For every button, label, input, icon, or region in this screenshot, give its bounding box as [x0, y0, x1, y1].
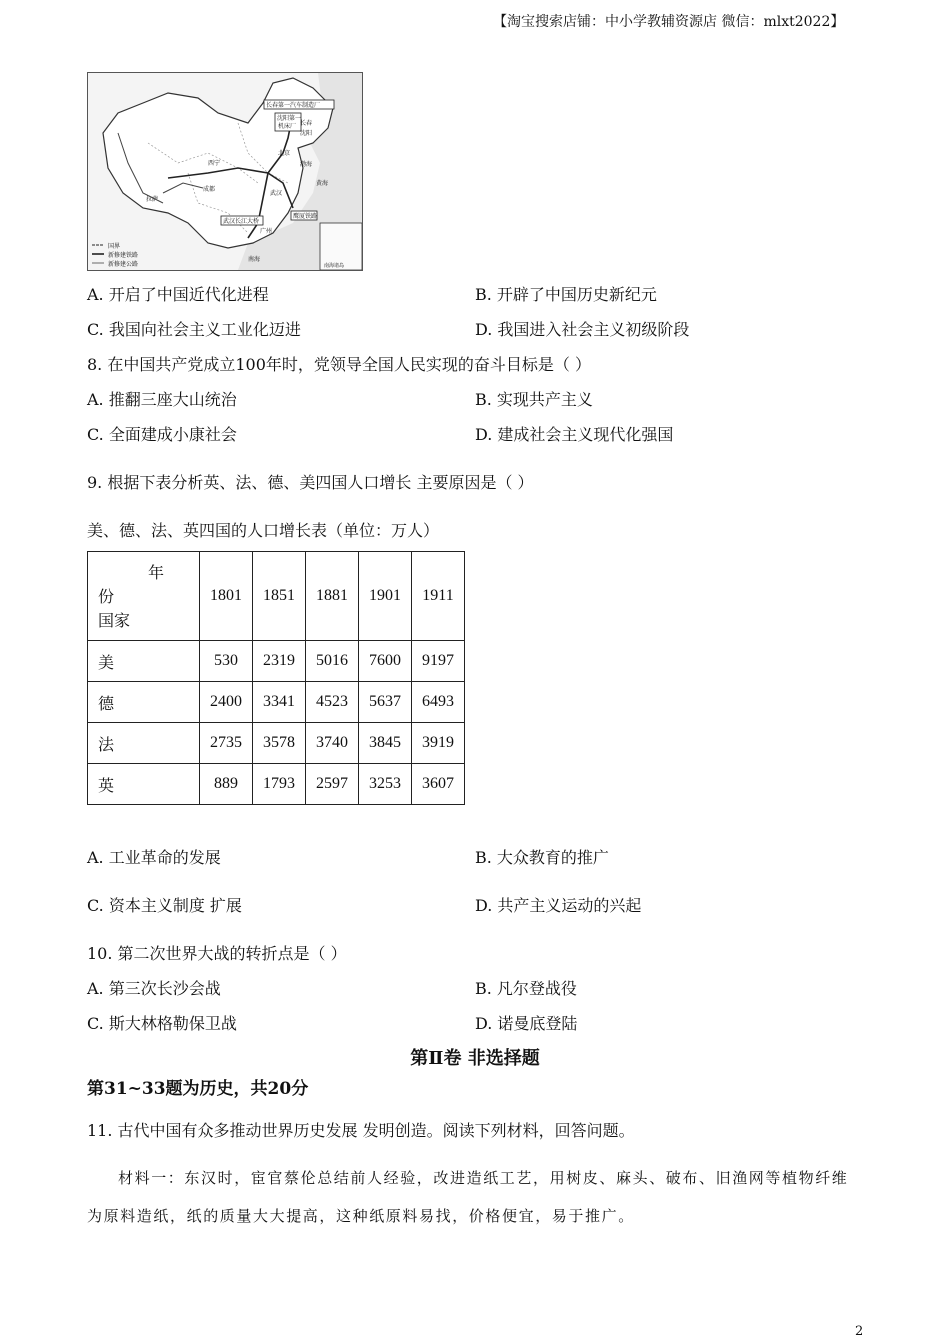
q8-option-d: D. 建成社会主义现代化强国: [475, 425, 674, 444]
value-cell: 3253: [359, 764, 412, 805]
table-header-row: [88, 552, 465, 641]
map-label-railway: 鹰厦铁路: [293, 213, 318, 220]
map-label-bohai: 渤海: [300, 161, 313, 168]
q7-option-d: D. 我国进入社会主义初级阶段: [475, 320, 690, 339]
value-cell: 4523: [306, 682, 359, 723]
map-label-factory2b: 机床厂: [278, 123, 297, 130]
value-cell: 3607: [412, 764, 465, 805]
corner-year: 年: [148, 565, 165, 582]
q8-option-a: A. 推翻三座大山统治: [87, 390, 237, 409]
table-row: [88, 723, 465, 764]
q7-option-b: B. 开辟了中国历史新纪元: [475, 285, 657, 304]
map-label-factory1: 长春第一汽车制造厂: [266, 102, 321, 109]
q10-stem: 10. 第二次世界大战的转折点是（ ）: [87, 944, 347, 963]
q8-stem: 8. 在中国共产党成立100年时，党领导全国人民实现的奋斗目标是（ ）: [87, 355, 591, 374]
legend-border: 国界: [108, 243, 121, 250]
q10-option-a: A. 第三次长沙会战: [87, 979, 221, 998]
q9-option-c: C. 资本主义制度 扩展: [87, 896, 242, 915]
q11-material-line2: 为原料造纸，纸的质量大大提高，这种纸原料易找，价格便宜，易于推广。: [87, 1207, 635, 1225]
legend-railway: 新修建铁路: [108, 252, 139, 259]
map-label-wuhan: 武汉: [270, 190, 283, 197]
page-header: 【淘宝搜索店铺：中小学教辅资源店 微信：mlxt2022】: [493, 14, 845, 30]
value-cell: 2400: [200, 682, 253, 723]
q10-option-c: C. 斯大林格勒保卫战: [87, 1014, 237, 1033]
value-cell: 5637: [359, 682, 412, 723]
value-cell: 530: [200, 641, 253, 682]
legend-road: 新修建公路: [108, 261, 139, 268]
section-subtitle: 第31~33题为历史，共20分: [87, 1079, 309, 1099]
table-row: [88, 764, 465, 805]
q11-stem: 11. 古代中国有众多推动世界历史发展 发明创造。阅读下列材料，回答问题。: [87, 1121, 635, 1140]
value-cell: 3740: [306, 723, 359, 764]
map-label-changchun: 长春: [300, 120, 313, 127]
map-label-guangzhou: 广州: [260, 228, 273, 235]
q8-option-b: B. 实现共产主义: [475, 390, 593, 409]
value-cell: 7600: [359, 641, 412, 682]
q7-option-c: C. 我国向社会主义工业化迈进: [87, 320, 301, 339]
map-label-bridge: 武汉长江大桥: [223, 218, 260, 225]
table-row: [88, 641, 465, 682]
value-cell: 2735: [200, 723, 253, 764]
value-cell: 3919: [412, 723, 465, 764]
china-map-figure: [87, 72, 363, 271]
value-cell: 3578: [253, 723, 306, 764]
corner-fen: 份: [98, 589, 115, 606]
map-label-beijing: 北京: [278, 150, 291, 157]
map-label-south-sea: 南海: [248, 256, 261, 263]
map-label-xining: 西宁: [208, 160, 221, 167]
map-label-lhasa: 拉萨: [146, 196, 159, 203]
corner-country: 国家: [98, 613, 131, 630]
q9-option-a: A. 工业革命的发展: [87, 848, 221, 867]
china-map-svg: [88, 73, 362, 270]
q10-option-d: D. 诺曼底登陆: [475, 1014, 578, 1033]
country-cell: 美: [88, 641, 200, 682]
q7-option-a: A. 开启了中国近代化进程: [87, 285, 269, 304]
map-inset-label: 南海诸岛: [324, 263, 345, 269]
table-row: [88, 682, 465, 723]
year-header: 1901: [359, 552, 412, 641]
q9-option-b: B. 大众教育的推广: [475, 848, 609, 867]
map-label-chengdu: 成都: [203, 186, 216, 193]
value-cell: 3341: [253, 682, 306, 723]
q11-material-line1: 材料一：东汉时，宦官蔡伦总结前人经验，改进造纸工艺，用树皮、麻头、破布、旧渔网等植物纤维: [118, 1169, 849, 1187]
map-label-factory2a: 沈阳第一: [277, 115, 302, 122]
country-cell: 德: [88, 682, 200, 723]
year-header: 1851: [253, 552, 306, 641]
value-cell: 5016: [306, 641, 359, 682]
q8-option-c: C. 全面建成小康社会: [87, 425, 237, 444]
value-cell: 3845: [359, 723, 412, 764]
year-header: 1911: [412, 552, 465, 641]
q9-stem: 9. 根据下表分析英、法、德、美四国人口增长 主要原因是（ ）: [87, 473, 534, 492]
page-number: 2: [855, 1324, 864, 1339]
q9-option-d: D. 共产主义运动的兴起: [475, 896, 642, 915]
country-cell: 法: [88, 723, 200, 764]
value-cell: 889: [200, 764, 253, 805]
map-label-yellow-sea: 黄海: [316, 180, 329, 187]
section-title: 第Ⅱ卷 非选择题: [410, 1048, 540, 1069]
table-corner-cell: [88, 552, 200, 641]
value-cell: 6493: [412, 682, 465, 723]
value-cell: 1793: [253, 764, 306, 805]
value-cell: 2597: [306, 764, 359, 805]
value-cell: 9197: [412, 641, 465, 682]
value-cell: 2319: [253, 641, 306, 682]
population-table: [87, 551, 465, 805]
q10-option-b: B. 凡尔登战役: [475, 979, 577, 998]
q9-table-title: 美、德、法、英四国的人口增长表（单位：万人）: [87, 521, 440, 540]
map-label-shenyang: 沈阳: [300, 130, 313, 137]
year-header: 1801: [200, 552, 253, 641]
country-cell: 英: [88, 764, 200, 805]
year-header: 1881: [306, 552, 359, 641]
